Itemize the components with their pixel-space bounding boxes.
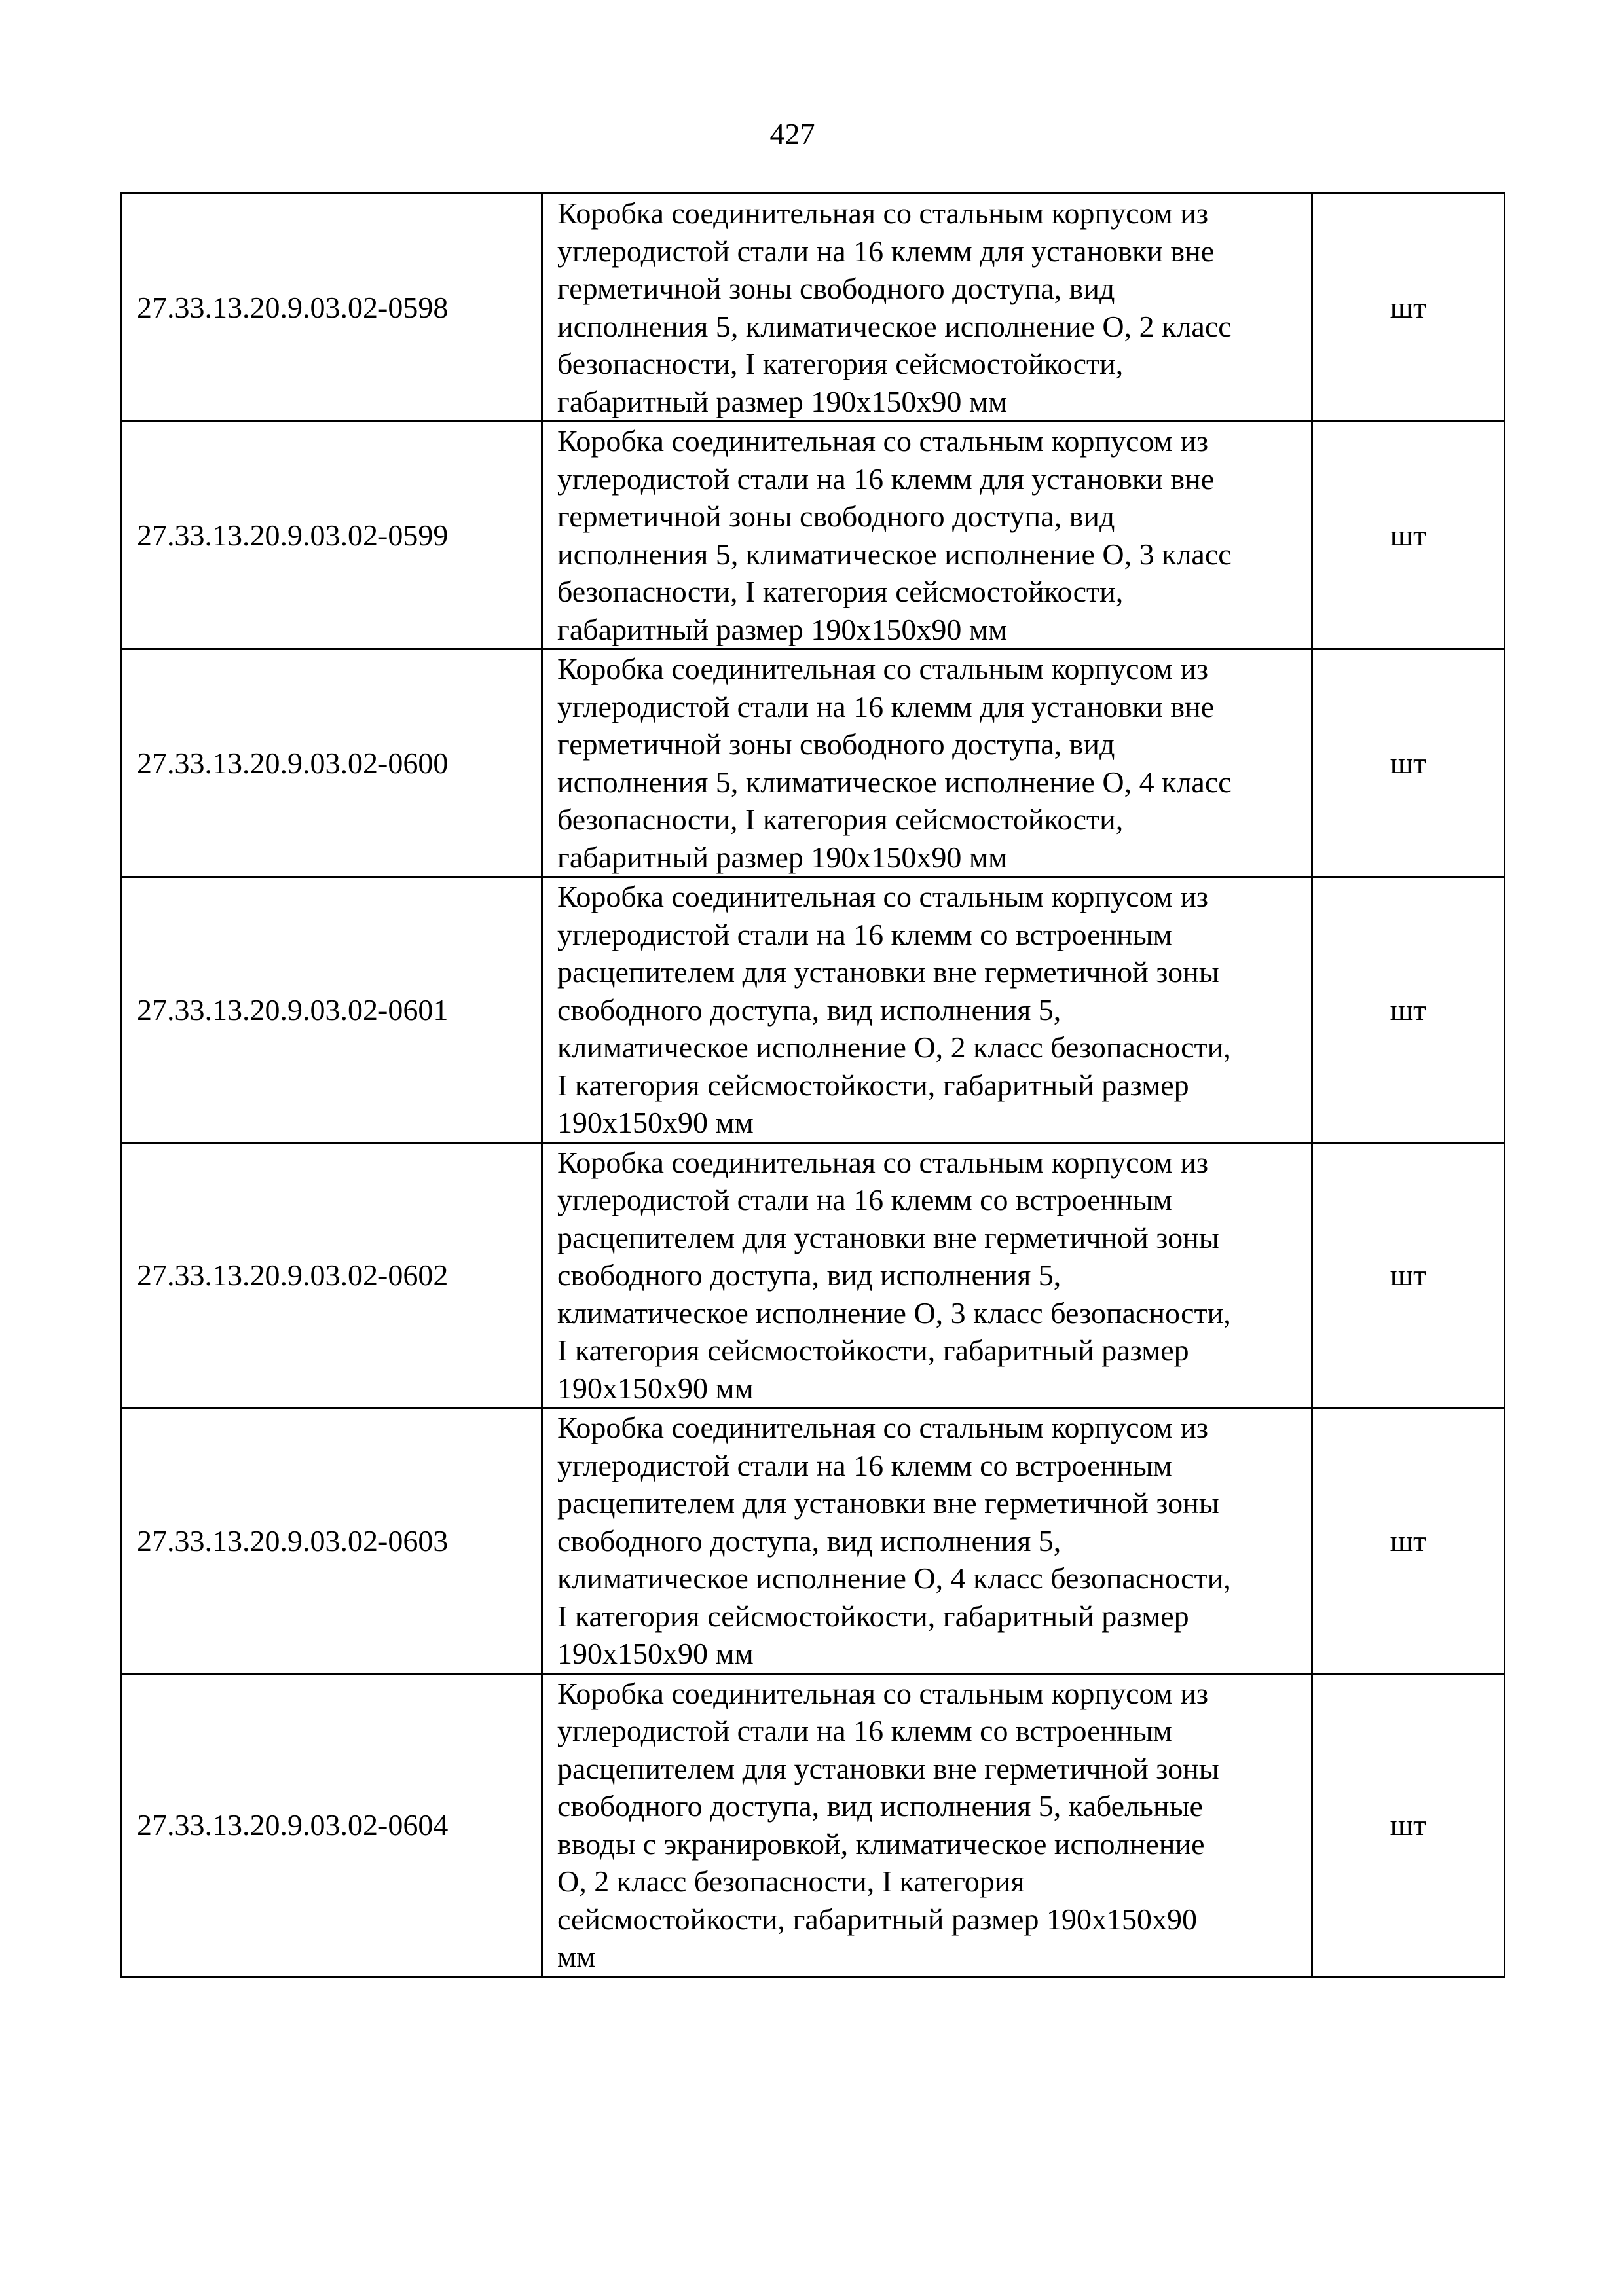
description-line: безопасности, I категория сейсмостойкости, <box>557 575 1124 608</box>
description-line: расцепителем для установки вне герметичной зоны <box>557 1751 1219 1785</box>
unit-of-measure: шт <box>1312 1142 1505 1408</box>
description-line: сейсмостойкости, габаритный размер 190х150х90 <box>557 1902 1197 1936</box>
description-line: Коробка соединительная со стальным корпусом из <box>557 1145 1209 1179</box>
resource-description <box>542 1408 1312 1674</box>
resource-code: 27.33.13.20.9.03.02-0603 <box>122 1408 542 1674</box>
description-line: габаритный размер 190х150х90 мм <box>557 840 1008 874</box>
resource-table <box>120 192 1505 1978</box>
unit-of-measure: шт <box>1312 877 1505 1143</box>
table-row <box>122 649 1505 877</box>
description-line: герметичной зоны свободного доступа, вид <box>557 500 1115 533</box>
resource-code: 27.33.13.20.9.03.02-0599 <box>122 422 542 649</box>
description-line: исполнения 5, климатическое исполнение О, 4 класс <box>557 765 1232 799</box>
description-line: свободного доступа, вид исполнения 5, кабельные <box>557 1789 1203 1823</box>
description-line: Коробка соединительная со стальным корпусом из <box>557 1676 1209 1710</box>
description-line: Коробка соединительная со стальным корпусом из <box>557 1411 1209 1444</box>
description-line: климатическое исполнение О, 3 класс безопасности, <box>557 1296 1231 1330</box>
description-line: углеродистой стали на 16 клемм со встроенным <box>557 917 1172 951</box>
unit-of-measure: шт <box>1312 194 1505 422</box>
resource-description <box>542 1142 1312 1408</box>
description-line: расцепителем для установки вне герметичной зоны <box>557 955 1219 989</box>
unit-of-measure: шт <box>1312 649 1505 877</box>
description-line: углеродистой стали на 16 клемм со встроенным <box>557 1448 1172 1482</box>
resource-code: 27.33.13.20.9.03.02-0600 <box>122 649 542 877</box>
description-line: мм <box>557 1940 596 1973</box>
description-line: О, 2 класс безопасности, I категория <box>557 1865 1025 1898</box>
description-line: свободного доступа, вид исполнения 5, <box>557 1523 1061 1558</box>
description-line: углеродистой стали на 16 клемм для установки вне <box>557 234 1215 268</box>
description-line: Коробка соединительная со стальным корпусом из <box>557 196 1209 230</box>
description-line: габаритный размер 190х150х90 мм <box>557 612 1008 646</box>
unit-of-measure: шт <box>1312 422 1505 649</box>
resource-description <box>542 1673 1312 1977</box>
table-row <box>122 1142 1505 1408</box>
description-line: вводы с экранировкой, климатическое исполнение <box>557 1827 1205 1861</box>
description-line: углеродистой стали на 16 клемм со встроенным <box>557 1714 1172 1747</box>
resource-description <box>542 877 1312 1143</box>
resource-description <box>542 649 1312 877</box>
unit-of-measure: шт <box>1312 1673 1505 1977</box>
description-line: I категория сейсмостойкости, габаритный размер <box>557 1599 1189 1633</box>
resource-code: 27.33.13.20.9.03.02-0601 <box>122 877 542 1143</box>
description-line: расцепителем для установки вне герметичной зоны <box>557 1220 1219 1254</box>
table-row <box>122 1673 1505 1977</box>
description-line: 190х150х90 мм <box>557 1371 754 1405</box>
description-line: Коробка соединительная со стальным корпусом из <box>557 652 1209 685</box>
description-line: исполнения 5, климатическое исполнение О, 2 класс <box>557 309 1232 343</box>
resource-code: 27.33.13.20.9.03.02-0598 <box>122 194 542 422</box>
description-line: исполнения 5, климатическое исполнение О, 3 класс <box>557 537 1232 571</box>
description-line: безопасности, I категория сейсмостойкости, <box>557 347 1124 380</box>
table-row <box>122 1408 1505 1674</box>
description-line: углеродистой стали на 16 клемм для установки вне <box>557 689 1215 723</box>
description-line: Коробка соединительная со стальным корпусом из <box>557 424 1209 458</box>
unit-of-measure: шт <box>1312 1408 1505 1674</box>
description-line: 190х150х90 мм <box>557 1637 754 1670</box>
table-row <box>122 422 1505 649</box>
description-line: I категория сейсмостойкости, габаритный размер <box>557 1334 1189 1367</box>
resource-description <box>542 194 1312 422</box>
description-line: герметичной зоны свободного доступа, вид <box>557 272 1115 305</box>
description-line: расцепителем для установки вне герметичной зоны <box>557 1486 1219 1520</box>
description-line: свободного доступа, вид исполнения 5, <box>557 993 1061 1027</box>
description-line: I категория сейсмостойкости, габаритный размер <box>557 1068 1189 1102</box>
description-line: 190х150х90 мм <box>557 1106 754 1139</box>
description-line: герметичной зоны свободного доступа, вид <box>557 727 1115 761</box>
description-line: климатическое исполнение О, 4 класс безопасности, <box>557 1561 1231 1595</box>
page-number: 427 <box>769 117 815 151</box>
resource-code: 27.33.13.20.9.03.02-0604 <box>122 1673 542 1977</box>
table-row <box>122 194 1505 422</box>
description-line: Коробка соединительная со стальным корпусом из <box>557 880 1209 913</box>
description-line: безопасности, I категория сейсмостойкости, <box>557 803 1124 836</box>
description-line: свободного доступа, вид исполнения 5, <box>557 1258 1061 1292</box>
resource-code: 27.33.13.20.9.03.02-0602 <box>122 1142 542 1408</box>
description-line: углеродистой стали на 16 клемм со встроенным <box>557 1183 1172 1216</box>
table-row <box>122 877 1505 1143</box>
description-line: габаритный размер 190х150х90 мм <box>557 384 1008 418</box>
resource-description <box>542 422 1312 649</box>
description-line: углеродистой стали на 16 клемм для установки вне <box>557 462 1215 496</box>
description-line: климатическое исполнение О, 2 класс безопасности, <box>557 1030 1231 1064</box>
